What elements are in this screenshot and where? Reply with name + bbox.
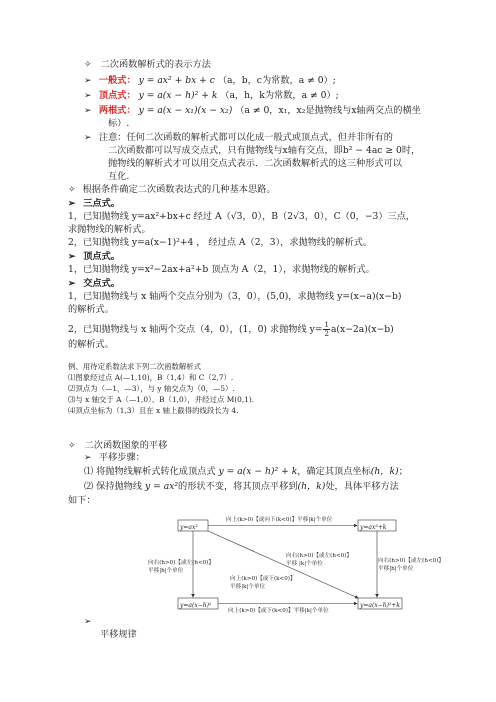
box-right-label: y=a(x−h)² bbox=[180, 602, 212, 609]
roots-form-line: ➢ 两根式： y = a(x − x₁)(x − x₂) （a ≠ 0，x₁，x₂是抛物线与x轴两交点的横坐 bbox=[84, 105, 421, 116]
section3-header: ✧ 二次函数图象的平移 bbox=[68, 440, 168, 451]
arrow-bullet-icon: ➢ bbox=[84, 90, 92, 101]
diag-label-upper-2: 平移 |k|个单位 bbox=[286, 561, 323, 567]
arrow-bullet-icon: ➢ bbox=[84, 452, 92, 463]
vertex-title: ➢ 顶点式。 bbox=[68, 251, 120, 262]
step2-line: ⑵ 保持抛物线 y = ax²的形状不变，将其顶点平移到(h，k)处，具体平移方法 bbox=[84, 481, 399, 492]
section1-header: ✧ 二次函数解析式的表示方法 bbox=[84, 59, 211, 70]
vertex-q1: 1，已知抛物线 y=x²−2ax+a²+b 顶点为 A（2，1），求抛物线的解析式。 bbox=[68, 264, 375, 275]
example-item: ⑴图象经过点 A(—1,10)，B（1,4）和 C（2,7）. bbox=[68, 373, 234, 382]
step1-line: ⑴ 将抛物线解析式转化成顶点式 y = a(x − h)² + k，确定其顶点坐标(h，k)； bbox=[84, 466, 408, 477]
note-line-4: 互化. bbox=[108, 171, 130, 182]
left-edge-label-2: 平移|h|个单位 bbox=[148, 568, 184, 574]
right-edge-label-2: 平移|h|个单位 bbox=[378, 566, 414, 572]
arrow-bullet-icon: ➢ bbox=[84, 105, 92, 116]
note-line-3: 抛物线的解析式才可以用交点式表示．二次函数解析式的这三种形式可以 bbox=[108, 158, 402, 169]
arrow-bullet-icon: ➢ bbox=[68, 198, 76, 209]
box-right-up-label: y=a(x−h)²+k bbox=[360, 602, 401, 609]
three-points-title: ➢ 三点式。 bbox=[68, 198, 120, 209]
diamond-bullet-icon: ✧ bbox=[68, 440, 76, 451]
intersect-title: ➢ 交点式。 bbox=[68, 278, 120, 289]
three-points-q2: 2，已知抛物线 y=a(x−1)²+4 ， 经过点 A（2，3），求抛物线的解析式。 bbox=[68, 237, 373, 248]
steps-title: ➢ 平移步骤： bbox=[84, 452, 145, 463]
arrow-bullet-icon: ➢ bbox=[68, 278, 76, 289]
arrow-bullet-icon: ➢ bbox=[84, 75, 92, 86]
note-line-2: 二次函数都可以写成交点式，只有抛物线与x轴有交点，即b² − 4ac ≥ 0时， bbox=[108, 145, 421, 156]
three-points-q1-b: 求抛物线的解析式。 bbox=[68, 224, 151, 235]
intersect-q1-b: 的解析式。 bbox=[68, 304, 114, 315]
diag-label-lower-2: 平移|k|个单位 bbox=[230, 584, 266, 590]
left-edge-label-1: 向右(h>0)【或左(h<0)】 bbox=[148, 560, 214, 566]
section2-header: ✧ 根据条件确定二次函数表达式的几种基本思路。 bbox=[68, 184, 276, 195]
intersect-q1-a: 1，已知抛物线与 x 轴两个交点分别为（3，0），(5,0)，求抛物线 y=(x−a)(x−b) bbox=[68, 291, 402, 302]
arrow-bullet-icon: ➢ bbox=[68, 251, 76, 262]
example-item: ⑵顶点为（—1，—3），与 y 轴交点为（0，—5）. bbox=[68, 384, 235, 393]
examples-title: 例、用待定系数法求下列二次函数解析式 bbox=[68, 362, 202, 371]
three-points-q1-a: 1，已知抛物线 y=ax²+bx+c 经过 A（√3，0），B（2√3，0），C（0，−3）三点， bbox=[68, 211, 416, 222]
box-up-label: y=ax²+k bbox=[360, 524, 387, 531]
rule-title: 平移规律 bbox=[100, 629, 137, 640]
diamond-bullet-icon: ✧ bbox=[68, 184, 76, 195]
diamond-bullet-icon: ✧ bbox=[84, 59, 92, 70]
fraction: $\frac{1}{2}$ bbox=[324, 321, 329, 338]
diag-label-lower-1: 向上(k>0)【或下(k<0)】 bbox=[230, 576, 296, 582]
box-base-label: y=ax² bbox=[180, 524, 198, 531]
general-form-line: ➢ 一般式： y = ax² + bx + c （a，b，c为常数，a ≠ 0）; bbox=[84, 75, 336, 86]
diag-label-upper-1: 向右(h>0)【或左(h<0)】 bbox=[286, 553, 352, 559]
bottom-edge-label: 向上(k>0)【或下(k<0)】平移|k|个单位 bbox=[228, 608, 329, 614]
example-item: ⑶与 x 轴交于 A（—1,0）、B（1,0），并经过点 M(0,1). bbox=[68, 395, 255, 404]
arrow-bullet-icon: ➢ bbox=[84, 132, 92, 143]
example-item: ⑷顶点坐标为（1,3）且在 x 轴上截得的线段长为 4. bbox=[68, 406, 239, 415]
note-line-1: ➢ 注意：任何二次函数的解析式都可以化成一般式或顶点式，但并非所有的 bbox=[84, 132, 393, 143]
intersect-q2-a: 2，已知抛物线与 x 轴两个交点（4，0），(1，0) 求抛物线 y= $\frac{1}{2}$ a(x−2a)(x−b) bbox=[68, 321, 394, 338]
arrow-bullet-icon: ➢ bbox=[84, 616, 92, 627]
intersect-q2-b: 的解析式。 bbox=[68, 339, 114, 350]
top-edge-label: 向上(k>0)【或向下(k<0)】平移|k|个单位 bbox=[226, 517, 333, 523]
right-edge-label-1: 向右(h>0)【或左(h<0)】 bbox=[378, 558, 444, 564]
roots-form-cont: 标）. bbox=[108, 118, 130, 129]
step2-cont: 如下： bbox=[68, 495, 96, 506]
vertex-form-line: ➢ 顶点式： y = a(x − h)² + k （a，h，k为常数，a ≠ 0）; bbox=[84, 90, 339, 101]
